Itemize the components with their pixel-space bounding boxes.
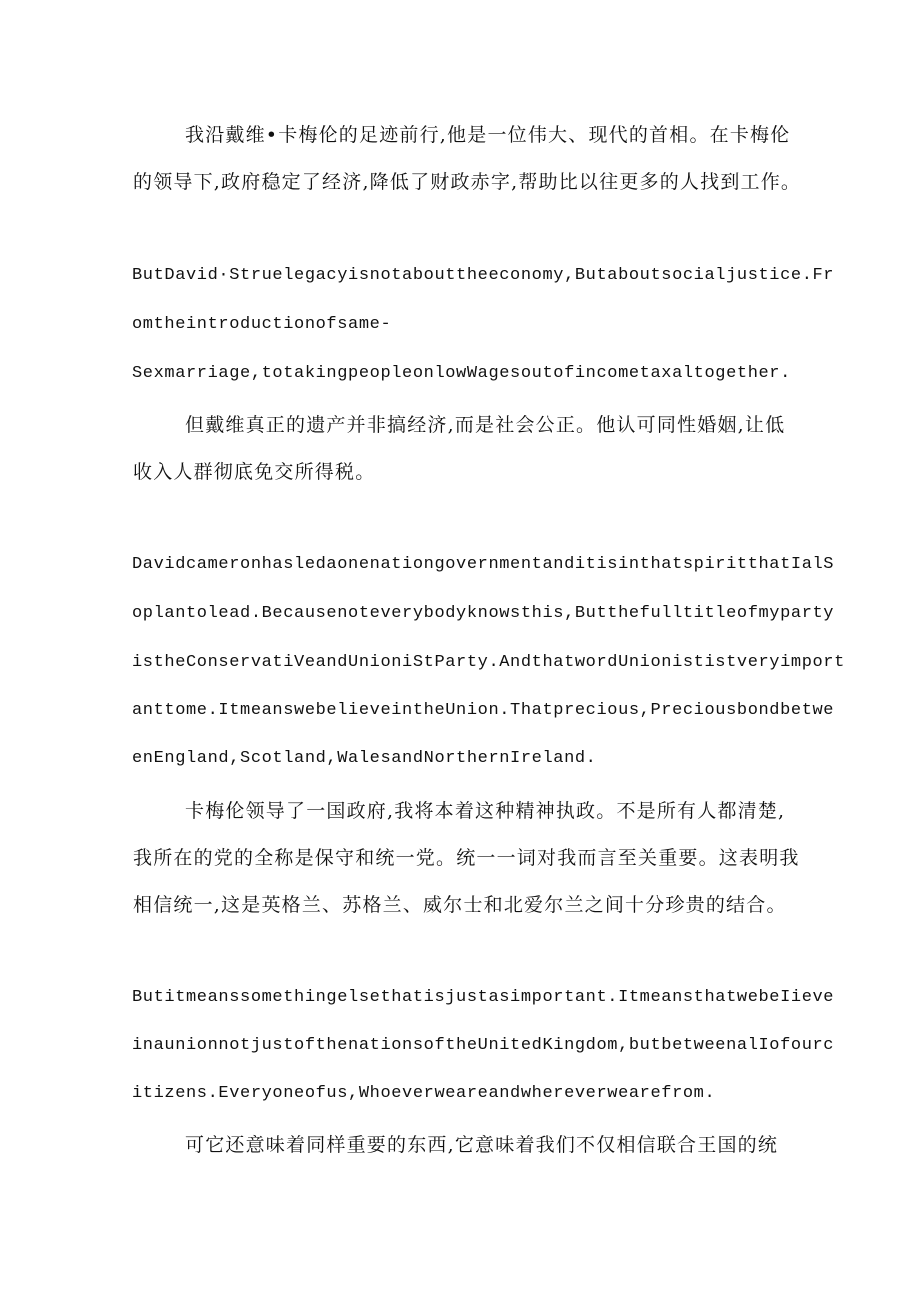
paragraph-zh-4-line-1: 可它还意味着同样重要的东西,它意味着我们不仅相信联合王国的统 [185, 1134, 779, 1156]
paragraph-en-2-line-5: enEngland,Scotland,WalesandNorthernIreland. [132, 749, 597, 768]
paragraph-zh-1-line-2: 的领导下,政府稳定了经济,降低了财政赤字,帮助比以往更多的人找到工作。 [133, 171, 802, 193]
paragraph-zh-1-line-1: 我沿戴维•卡梅伦的足迹前行,他是一位伟大、现代的首相。在卡梅伦 [185, 124, 791, 146]
paragraph-en-1-line-1: ButDavid·Struelegacyisnotabouttheeconomy,Butaboutsocialjustice.Fr [132, 266, 835, 285]
paragraph-zh-2-line-2: 收入人群彻底免交所得税。 [133, 461, 376, 483]
paragraph-en-2-line-4: anttome.ItmeanswebelieveintheUnion.Thatprecious,Preciousbondbetwe [132, 701, 835, 720]
paragraph-en-2-line-3: istheConservatiVeandUnioniStParty.AndthatwordUnionististveryimport [132, 653, 845, 672]
paragraph-zh-2-line-1: 但戴维真正的遗产并非搞经济,而是社会公正。他认可同性婚姻,让低 [185, 414, 786, 436]
paragraph-en-1-line-3: Sexmarriage,totakingpeopleonlowWagesoutofincometaxaltogether. [132, 364, 791, 383]
paragraph-en-2-line-2: oplantolead.Becausenoteverybodyknowsthis,Butthefulltitleofmyparty [132, 604, 835, 623]
paragraph-zh-3-line-1: 卡梅伦领导了一国政府,我将本着这种精神执政。不是所有人都清楚, [185, 800, 786, 822]
paragraph-en-2-line-1: DavidcameronhasledaonenationgovernmentanditisinthatspiritthatIalS [132, 555, 835, 574]
paragraph-en-3-line-1: Butitmeanssomethingelsethatisjustasimportant.ItmeansthatwebeIieve [132, 988, 835, 1007]
paragraph-en-3-line-2: inaunionnotjustofthenationsoftheUnitedKingdom,butbetweenalIofourc [132, 1036, 835, 1055]
paragraph-zh-3-line-3: 相信统一,这是英格兰、苏格兰、威尔士和北爱尔兰之间十分珍贵的结合。 [133, 894, 787, 916]
paragraph-en-3-line-3: itizens.Everyoneofus,Whoeverweareandwhereverwearefrom. [132, 1084, 716, 1103]
paragraph-en-1-line-2: omtheintroductionofsame- [132, 315, 392, 334]
paragraph-zh-3-line-2: 我所在的党的全称是保守和统一党。统一一词对我而言至关重要。这表明我 [133, 847, 800, 869]
